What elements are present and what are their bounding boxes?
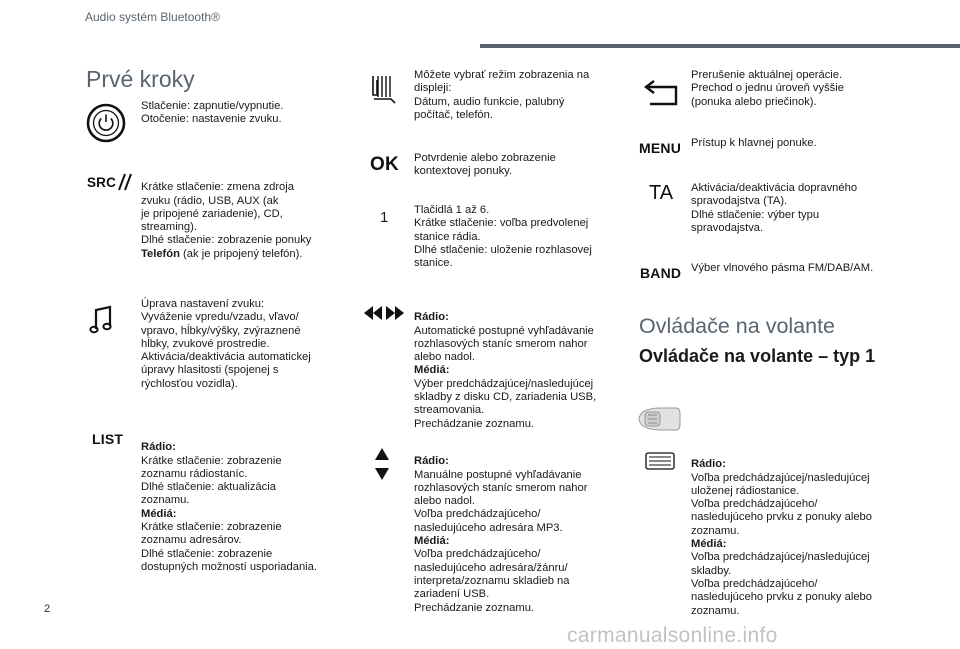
thumbwheel-icon xyxy=(644,451,676,471)
steering-control-icon xyxy=(636,404,682,434)
band-button-icon: BAND xyxy=(640,265,682,281)
section-title-first-steps: Prvé kroky xyxy=(86,66,195,92)
power-knob-icon xyxy=(86,100,126,146)
band-desc: Výber vlnového pásma FM/DAB/AM. xyxy=(691,262,874,274)
section-title-steering: Ovládače na volante xyxy=(639,314,836,338)
ok-desc: Potvrdenie alebo zobrazenie kontextovej ponuky. xyxy=(414,152,556,178)
section-subtitle-steering-type1: Ovládače na volante – typ 1 xyxy=(639,346,876,366)
src-desc: Krátke stlačenie: zmena zdroja zvuku (rádio, USB, AUX (ak je pripojené zariadenie), CD, streaming). Dlhé stlačenie: zobrazenie ponuky Telefón (ak je pripojený telefón). xyxy=(141,181,312,260)
menu-button-icon: MENU xyxy=(639,140,682,156)
back-return-icon xyxy=(641,74,683,110)
src-phone-icon xyxy=(85,170,135,194)
ta-button-icon: TA xyxy=(649,182,674,204)
ok-button-icon: OK xyxy=(370,154,399,175)
page-number: 2 xyxy=(44,603,51,615)
seek-desc: Rádio: Automatické postupné vyhľadávanie rozhlasových staníc smerom nahor alebo nadol. Médiá: Výber predchádzajúcej/nasledujúcej skladby z disku CD, zariadenia USB, streamovania. Prechádzanie zoznamu. xyxy=(414,311,597,430)
arrow-up-down-icon xyxy=(373,446,391,482)
power-desc: Stlačenie: zapnutie/vypnutie. Otočenie: nastavenie zvuku. xyxy=(141,100,284,126)
music-note-icon xyxy=(88,303,114,337)
seek-left-right-icon xyxy=(362,304,406,322)
thumbwheel-desc: Rádio: Voľba predchádzajúcej/nasledujúcej uloženej rádiostanice. Voľba predchádzajúceho/ nasledujúceho prvku z ponuky alebo zoznamu. Médiá: Voľba predchádzajúcej/nasledujúcej skladby. Voľba predchádzajúceho/ nasledujúceho prvku z ponuky alebo zoznamu. xyxy=(691,458,872,617)
manual-seek-desc: Rádio: Manuálne postupné vyhľadávanie rozhlasových staníc smerom nahor alebo nadol. Voľba predchádzajúceho/ nasledujúceho adresára MP3. Médiá: Voľba predchádzajúceho/ nasledujúceho adresára/žánru/ interpreta/zoznamu skladieb na zariadení USB. Prechádzanie zoznamu. xyxy=(414,455,588,614)
display-mode-icon xyxy=(367,72,399,106)
header-rule xyxy=(480,44,960,48)
back-desc: Prerušenie aktuálnej operácie. Prechod o jednu úroveň vyššie (ponuka alebo priečinok). xyxy=(691,69,844,108)
menu-desc: Prístup k hlavnej ponuke. xyxy=(691,137,817,149)
preset-1-icon: 1 xyxy=(380,209,389,226)
src-label: SRC xyxy=(86,174,117,190)
watermark: carmanualsonline.info xyxy=(567,624,778,647)
list-desc: Rádio: Krátke stlačenie: zobrazenie zoznamu rádiostaníc. Dlhé stlačenie: aktualizácia zoznamu. Médiá: Krátke stlačenie: zobrazenie zoznamu adresárov. Dlhé stlačenie: zobrazenie dostupných možností usporiadania. xyxy=(141,441,318,573)
list-button-icon: LIST xyxy=(92,431,124,447)
ta-desc: Aktivácia/deaktivácia dopravného spravodajstva (TA). Dlhé stlačenie: výber typu spravodajstva. xyxy=(691,182,858,234)
sound-desc: Úprava nastavení zvuku: Vyváženie vpredu/vzadu, vľavo/ vpravo, hĺbky/výšky, zvýraznené hĺbky, zvukové prostredie. Aktivácia/deaktivácia automatickej úpravy hlasitosti (spojenej s rýchlosťou vozidla). xyxy=(141,298,311,390)
header-title: Audio systém Bluetooth® xyxy=(85,10,220,24)
presets-desc: Tlačidlá 1 až 6. Krátke stlačenie: voľba predvolenej stanice rádia. Dlhé stlačenie: uloženie rozhlasovej stanice. xyxy=(414,204,592,270)
display-desc: Môžete vybrať režim zobrazenia na displeji: Dátum, audio funkcie, palubný počítač, telefón. xyxy=(414,69,590,121)
